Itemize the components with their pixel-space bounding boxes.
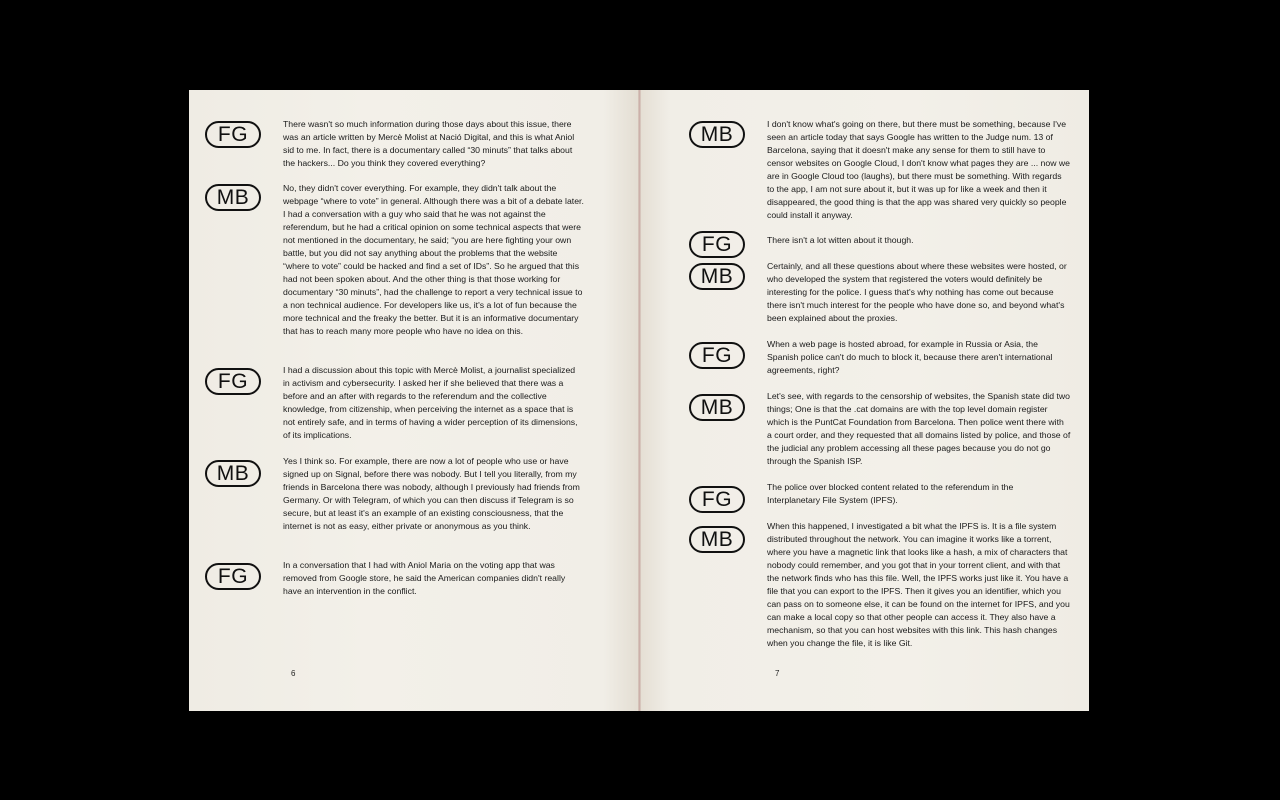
entry-text: There isn't a lot witten about it though. [767, 235, 914, 245]
speaker-badge: MB [689, 394, 745, 421]
book-spread [189, 90, 1089, 711]
page-number: 7 [775, 669, 780, 678]
entry-text: When this happened, I investigated a bit what the IPFS is. It is a file system distributed throughout the network. You can imagine it works like a torrent, where you have a magnetic link that looks like a hash, a mix of characters that nobody could remember, and you got that in your torrent client, and with that the network finds who has this file. Well, the IPFS works just like it. You have a file that you can export to the IPFS. Then it gives you an identifier, which you can pass on to someone else, it can be found on the internet for IPFS, and you can make a local copy so that other people can access it. They also have a mechanism, so that you can host websites with this link. This hash changes when you change the file, it is like Git. [767, 521, 1070, 648]
entry-text: The police over blocked content related to the referendum in the Interplanetary File System (IPFS). [767, 482, 1014, 505]
entry-text: There wasn't so much information during those days about this issue, there was an article written by Mercè Molist at Nació Digital, and this is what Aniol sid to me. In fact, there is a documentary called “30 minuts” that talks about the hackers... Do you think they covered everything? [283, 119, 575, 168]
speaker-badge: MB [689, 526, 745, 553]
speaker-badge: MB [205, 460, 261, 487]
speaker-badge: FG [689, 486, 745, 513]
speaker-badge: FG [205, 368, 261, 395]
speaker-badge: MB [689, 263, 745, 290]
entry-text: In a conversation that I had with Aniol Maria on the voting app that was removed from Google store, he said the American companies didn't really have an intervention in the conflict. [283, 560, 566, 596]
entry-text: I don't know what's going on there, but there must be something, because I've seen an article today that says Google has written to the Judge num. 13 of Barcelona, saying that it doesn't make any sense for them to still have to censor websites on Google Cloud, I don't know what pages they are ... now we are in Google Cloud too (laughs), but there must be something. With regards to the app, I am not sure about it, but it was up for like a week and then it disappeared, the good thing is that the app was shared very quickly so people could install it anyway. [767, 119, 1070, 220]
left-page [189, 90, 639, 711]
speaker-badge: FG [205, 563, 261, 590]
speaker-badge: FG [689, 342, 745, 369]
speaker-badge: FG [689, 231, 745, 258]
entry-text: I had a discussion about this topic with Mercè Molist, a journalist specialized in activism and cybersecurity. I asked her if she believed that there was a before and an after with regards to the referendum and the collective knowledge, from citizenship, when perceiving the internet as a space that is not entirely safe, and in terms of having a wider perception of its dimensions, of its implications. [283, 365, 578, 440]
entry-text: When a web page is hosted abroad, for example in Russia or Asia, the Spanish police can't do much to block it, because there aren't international agreements, right? [767, 339, 1053, 375]
speaker-badge: MB [205, 184, 261, 211]
entry-text: No, they didn't cover everything. For example, they didn't talk about the webpage “where to vote” in general. Although there was a bit of a debate later. I had a conversation with a guy who said that he was not against the referendum, but he had a critical opinion on some technical aspects that were not mentioned in the documentary, he said; “you are here fighting your own battle, but you did not say anything about the problems that the website “where to vote” could be hacked and find a set of IDs”. So he argued that this had not been spoken about. And the other thing is that those working for documentary “30 minuts”, had the challenge to report a very technical issue to a non technical audience. For developers like us, it's a lot of fun because the more technical and the freaky the better. But it is an informative documentary that has to reach many more people who have no idea on this. [283, 183, 584, 336]
entry-text: Yes I think so. For example, there are now a lot of people who use or have signed up on Signal, before there was nobody. But I tell you literally, from my friends in Barcelona there was nobody, although I previously had friends from Germany. Or with Telegram, of which you can then discuss if Telegram is so secure, but at least it's an example of an existing consciousness, that the internet is not as easy, either private or anonymous as you think. [283, 456, 580, 531]
page-number: 6 [291, 669, 296, 678]
speaker-badge: FG [205, 121, 261, 148]
book-gutter [638, 90, 641, 711]
speaker-badge: MB [689, 121, 745, 148]
entry-text: Let's see, with regards to the censorship of websites, the Spanish state did two things; One is that the .cat domains are with the top level domain register which is the PuntCat Foundation from Barcelona. Then police went there with a court order, and they requested that all domains listed by police, and those of the judicial any problem accessing all these pages because you do not go through the Spanish ISP. [767, 391, 1071, 466]
entry-text: Certainly, and all these questions about where these websites were hosted, or who developed the system that registered the voters would definitely be interesting for the police. I guess that's why nothing has come out because there isn't much interest for the people who have done so, and beyond what's been explained about the proxies. [767, 261, 1067, 323]
right-page [639, 90, 1089, 711]
